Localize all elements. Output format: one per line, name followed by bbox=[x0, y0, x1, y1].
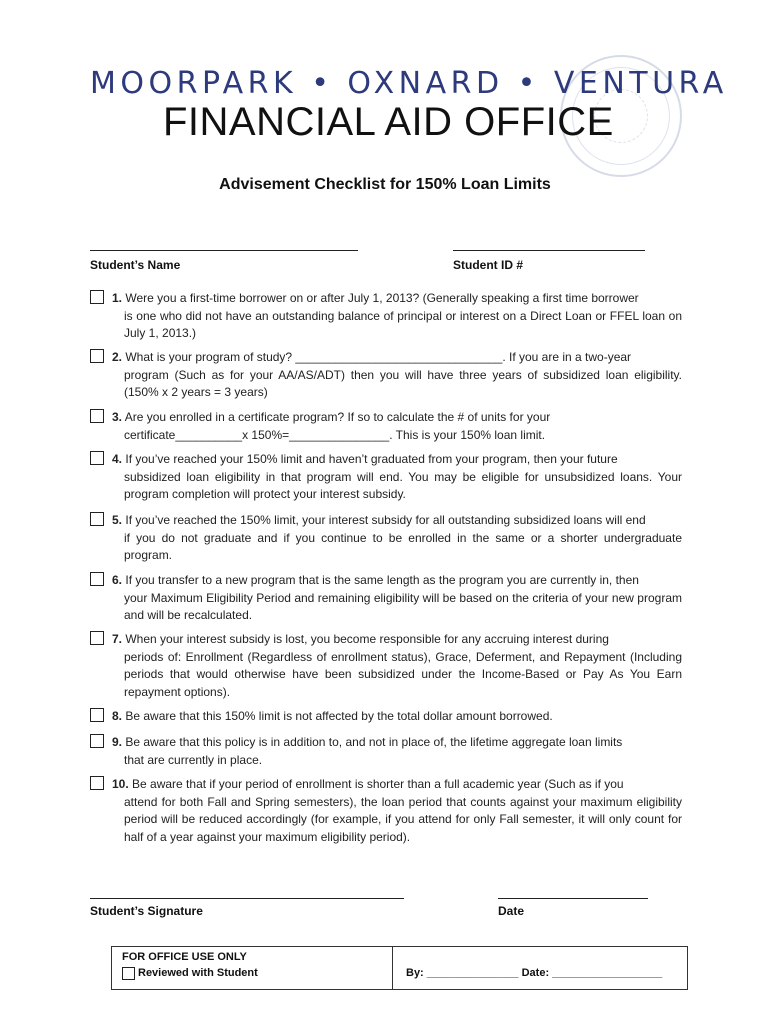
checklist-item-text bbox=[112, 349, 682, 402]
date-field[interactable] bbox=[498, 898, 648, 899]
item-text-first-line: When your interest subsidy is lost, you become responsible for any accruing interest during bbox=[125, 632, 609, 646]
by-date-fields[interactable]: By: _______________ Date: __________________ bbox=[406, 967, 663, 979]
checklist-checkbox[interactable] bbox=[90, 451, 104, 465]
item-text-continuation: if you do not graduate and if you continue to be enrolled in the same or a shorter undergraduate program. bbox=[124, 530, 682, 562]
item-text-continuation: that are currently in place. bbox=[124, 752, 263, 767]
checklist-item-text bbox=[112, 776, 682, 846]
checklist-item-text bbox=[112, 290, 682, 343]
item-number: 7. bbox=[112, 632, 123, 646]
reviewed-label: Reviewed with Student bbox=[138, 967, 258, 979]
student-name-label: Student’s Name bbox=[90, 258, 181, 272]
office-use-box bbox=[111, 946, 688, 990]
checklist-item bbox=[90, 708, 682, 726]
checklist-item-text bbox=[112, 708, 682, 726]
checklist-item-text bbox=[112, 409, 682, 444]
item-text-continuation: attend for both Fall and Spring semesters), the loan period that counts against your maximum eligibility period will be reduced accordingly (for example, if you attend for only Fall semester, it will only count for half of a year against your maximum eligibility period). bbox=[124, 794, 682, 844]
checklist-item bbox=[90, 349, 682, 402]
item-text-first-line: Are you enrolled in a certificate program? If so to calculate the # of units for your bbox=[124, 410, 551, 424]
item-text-first-line: If you’ve reached the 150% limit, your interest subsidy for all outstanding subsidized loans will end bbox=[125, 513, 646, 527]
checklist-item bbox=[90, 512, 682, 565]
office-box-divider bbox=[392, 947, 393, 989]
checklist-item-text bbox=[112, 572, 682, 625]
document-title: Advisement Checklist for 150% Loan Limits bbox=[219, 176, 551, 193]
item-text-first-line: Be aware that if your period of enrollment is shorter than a full academic year (Such as if you bbox=[132, 777, 624, 791]
item-text-continuation: certificate__________x 150%=_______________. This is your 150% loan limit. bbox=[124, 427, 546, 442]
item-text-first-line: Be aware that this 150% limit is not affected by the total dollar amount borrowed. bbox=[125, 709, 553, 723]
item-number: 5. bbox=[112, 513, 123, 527]
item-number: 1. bbox=[112, 291, 123, 305]
item-number: 9. bbox=[112, 735, 123, 749]
student-signature-field[interactable] bbox=[90, 898, 404, 899]
checklist-checkbox[interactable] bbox=[90, 776, 104, 790]
checklist-checkbox[interactable] bbox=[90, 512, 104, 526]
checklist-checkbox[interactable] bbox=[90, 349, 104, 363]
checklist-checkbox[interactable] bbox=[90, 734, 104, 748]
checklist-item bbox=[90, 290, 682, 343]
checklist-item bbox=[90, 631, 682, 701]
office-use-heading: FOR OFFICE USE ONLY bbox=[122, 951, 247, 963]
checklist-checkbox[interactable] bbox=[90, 409, 104, 423]
item-text-first-line: If you’ve reached your 150% limit and haven’t graduated from your program, then your future bbox=[125, 452, 618, 466]
checklist-checkbox[interactable] bbox=[90, 631, 104, 645]
checklist-checkbox[interactable] bbox=[90, 708, 104, 722]
campus-names: MOORPARK • OXNARD • VENTURA bbox=[90, 66, 728, 101]
letterhead bbox=[0, 0, 770, 160]
item-text-first-line: Were you a first-time borrower on or after July 1, 2013? (Generally speaking a first time borrower bbox=[125, 291, 639, 305]
checklist-item-text bbox=[112, 451, 682, 504]
reviewed-checkbox[interactable] bbox=[122, 967, 135, 980]
checklist-item bbox=[90, 451, 682, 504]
item-text-first-line: Be aware that this policy is in addition to, and not in place of, the lifetime aggregate loan limits bbox=[125, 735, 623, 749]
item-number: 4. bbox=[112, 452, 123, 466]
item-number: 8. bbox=[112, 709, 123, 723]
item-number: 10. bbox=[112, 777, 129, 791]
checklist-item bbox=[90, 409, 682, 444]
item-text-first-line: If you transfer to a new program that is the same length as the program you are currently in, then bbox=[125, 573, 639, 587]
office-title: FINANCIAL AID OFFICE bbox=[163, 100, 614, 144]
date-label: Date bbox=[498, 904, 525, 918]
item-text-continuation: periods of: Enrollment (Regardless of enrollment status), Grace, Deferment, and Repayment (Including periods that would otherwise have been subsidized under the Income-Based or Pay As You Earn repayment options). bbox=[124, 649, 682, 699]
item-text-continuation: your Maximum Eligibility Period and remaining eligibility will be based on the criteria of your new program and will be recalculated. bbox=[124, 590, 682, 622]
student-id-field[interactable] bbox=[453, 250, 645, 251]
student-name-field[interactable] bbox=[90, 250, 358, 251]
student-signature-label: Student’s Signature bbox=[90, 904, 203, 918]
checklist-item-text bbox=[112, 631, 682, 701]
item-text-continuation: subsidized loan eligibility in that program will end. You may be eligible for unsubsidized loans. Your program completion will protect your interest subsidy. bbox=[124, 469, 682, 501]
student-id-label: Student ID # bbox=[453, 258, 524, 272]
item-text-first-line: What is your program of study? _______________________________. If you are in a two-year bbox=[125, 350, 632, 364]
checklist-checkbox[interactable] bbox=[90, 572, 104, 586]
item-number: 6. bbox=[112, 573, 123, 587]
item-number: 3. bbox=[112, 410, 123, 424]
item-text-continuation: is one who did not have an outstanding balance of principal or interest on a Direct Loan or FFEL loan on July 1, 2013.) bbox=[124, 308, 682, 340]
item-number: 2. bbox=[112, 350, 123, 364]
checklist-item bbox=[90, 734, 682, 769]
item-text-continuation: program (Such as for your AA/AS/ADT) then you will have three years of subsidized loan eligibility. (150% x 2 years = 3 years) bbox=[124, 367, 682, 399]
checklist-item bbox=[90, 776, 682, 846]
checklist-item-text bbox=[112, 734, 682, 769]
checklist-item bbox=[90, 572, 682, 625]
checklist-checkbox[interactable] bbox=[90, 290, 104, 304]
checklist-item-text bbox=[112, 512, 682, 565]
